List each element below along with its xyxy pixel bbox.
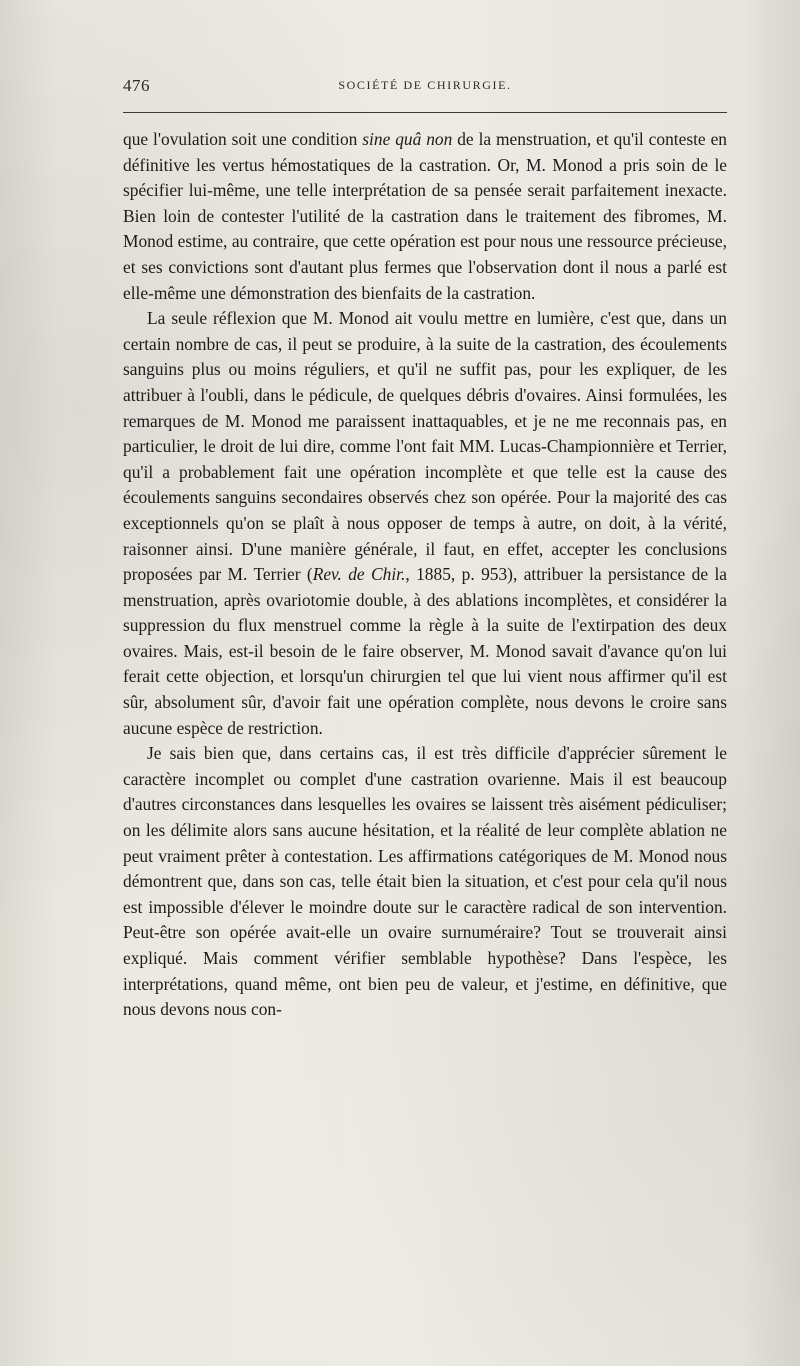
paragraph-1-italic: sine quâ non <box>362 129 453 149</box>
paragraph-3 <box>123 741 727 1023</box>
paragraph-1-text-b: de la menstruation, et qu'il conteste en définitive les vertus hémostatiques de la castration. Or, M. Monod a pris soin de le spécifier lui-même, une telle interprétation de sa pensée serait parfaitement inexacte. Bien loin de contester l'utilité de la castration dans le traitement des fibromes, M. Monod estime, au contraire, que cette opération est pour nous une ressource précieuse, et ses convictions sont d'autant plus fermes que l'observation dont il nous a parlé est elle-même une démonstration des bienfaits de la castration. <box>123 129 727 303</box>
page-number: 476 <box>123 76 150 95</box>
header-rule <box>123 112 727 113</box>
running-head: SOCIÉTÉ DE CHIRURGIE. <box>338 78 512 92</box>
paragraph-1-text-a: que l'ovulation soit une condition <box>123 129 363 149</box>
paragraph-2 <box>123 306 727 741</box>
body-text <box>123 127 727 1023</box>
paragraph-1 <box>123 127 727 306</box>
paragraph-2-italic: Rev. de Chir. <box>312 564 406 585</box>
paragraph-3-text-a: Je sais bien que, dans certains cas, il est très difficile d'apprécier sûrement le caractère incomplet ou complet d'une castration ovarienne. Mais il est beaucoup d'autres circonstances dans lesquelles les ovaires se laissent très aisément pédiculiser; on les délimite alors sans aucune hésitation, et la réalité de leur complète ablation ne peut vraiment prêter à contestation. Les affirmations catégoriques de M. Monod nous démontrent que, dans son cas, telle était bien la situation, et c'est pour cela qu'il nous est impossible d'élever le moindre doute sur le caractère radical de son intervention. Peut-être son opérée avait-elle un ovaire surnuméraire? Tout se trouverait ainsi expliqué. Mais comment vérifier semblable hypothèse? Dans l'espèce, les interprétations, quand même, ont bien peu de valeur, et j'estime, en définitive, que nous devons nous con- <box>123 743 727 1020</box>
paragraph-2-text-a: La seule réflexion que M. Monod ait voulu mettre en lumière, c'est que, dans un certain nombre de cas, il peut se produire, à la suite de la castration, des écoulements sanguins plus ou moins réguliers, et qu'il ne suffit pas, pour les expliquer, de les attribuer à l'oubli, dans le pédicule, de quelques débris d'ovaires. Ainsi formulées, les remarques de M. Monod me paraissent inattaquables, et je ne me reconnais pas, en particulier, le droit de lui dire, comme l'ont fait MM. Lucas-Championnière et Terrier, qu'il a probablement fait une opération incomplète et que telle est la cause des écoulements sanguins secondaires observés chez son opérée. Pour la majorité des cas exceptionnels qu'on se plaît à nous opposer de temps à autre, on doit, à la vérité, raisonner ainsi. D'une manière générale, il faut, en effet, accepter les conclusions proposées par M. Terrier ( <box>123 308 727 585</box>
paragraph-2-text-b: , 1885, p. 953), attribuer la persistance de la menstruation, après ovariotomie double, à des ablations incomplètes, et considérer la suppression du flux menstruel comme la règle à la suite de l'extirpation des deux ovaires. Mais, est-il besoin de le faire observer, M. Monod savait d'avance qu'on lui ferait cette objection, et lorsqu'un chirurgien tel que lui vient nous affirmer qu'il est sûr, absolument sûr, d'avoir fait une opération complète, nous devons le croire sans aucune espèce de restriction. <box>123 564 727 738</box>
page-header <box>123 74 727 100</box>
